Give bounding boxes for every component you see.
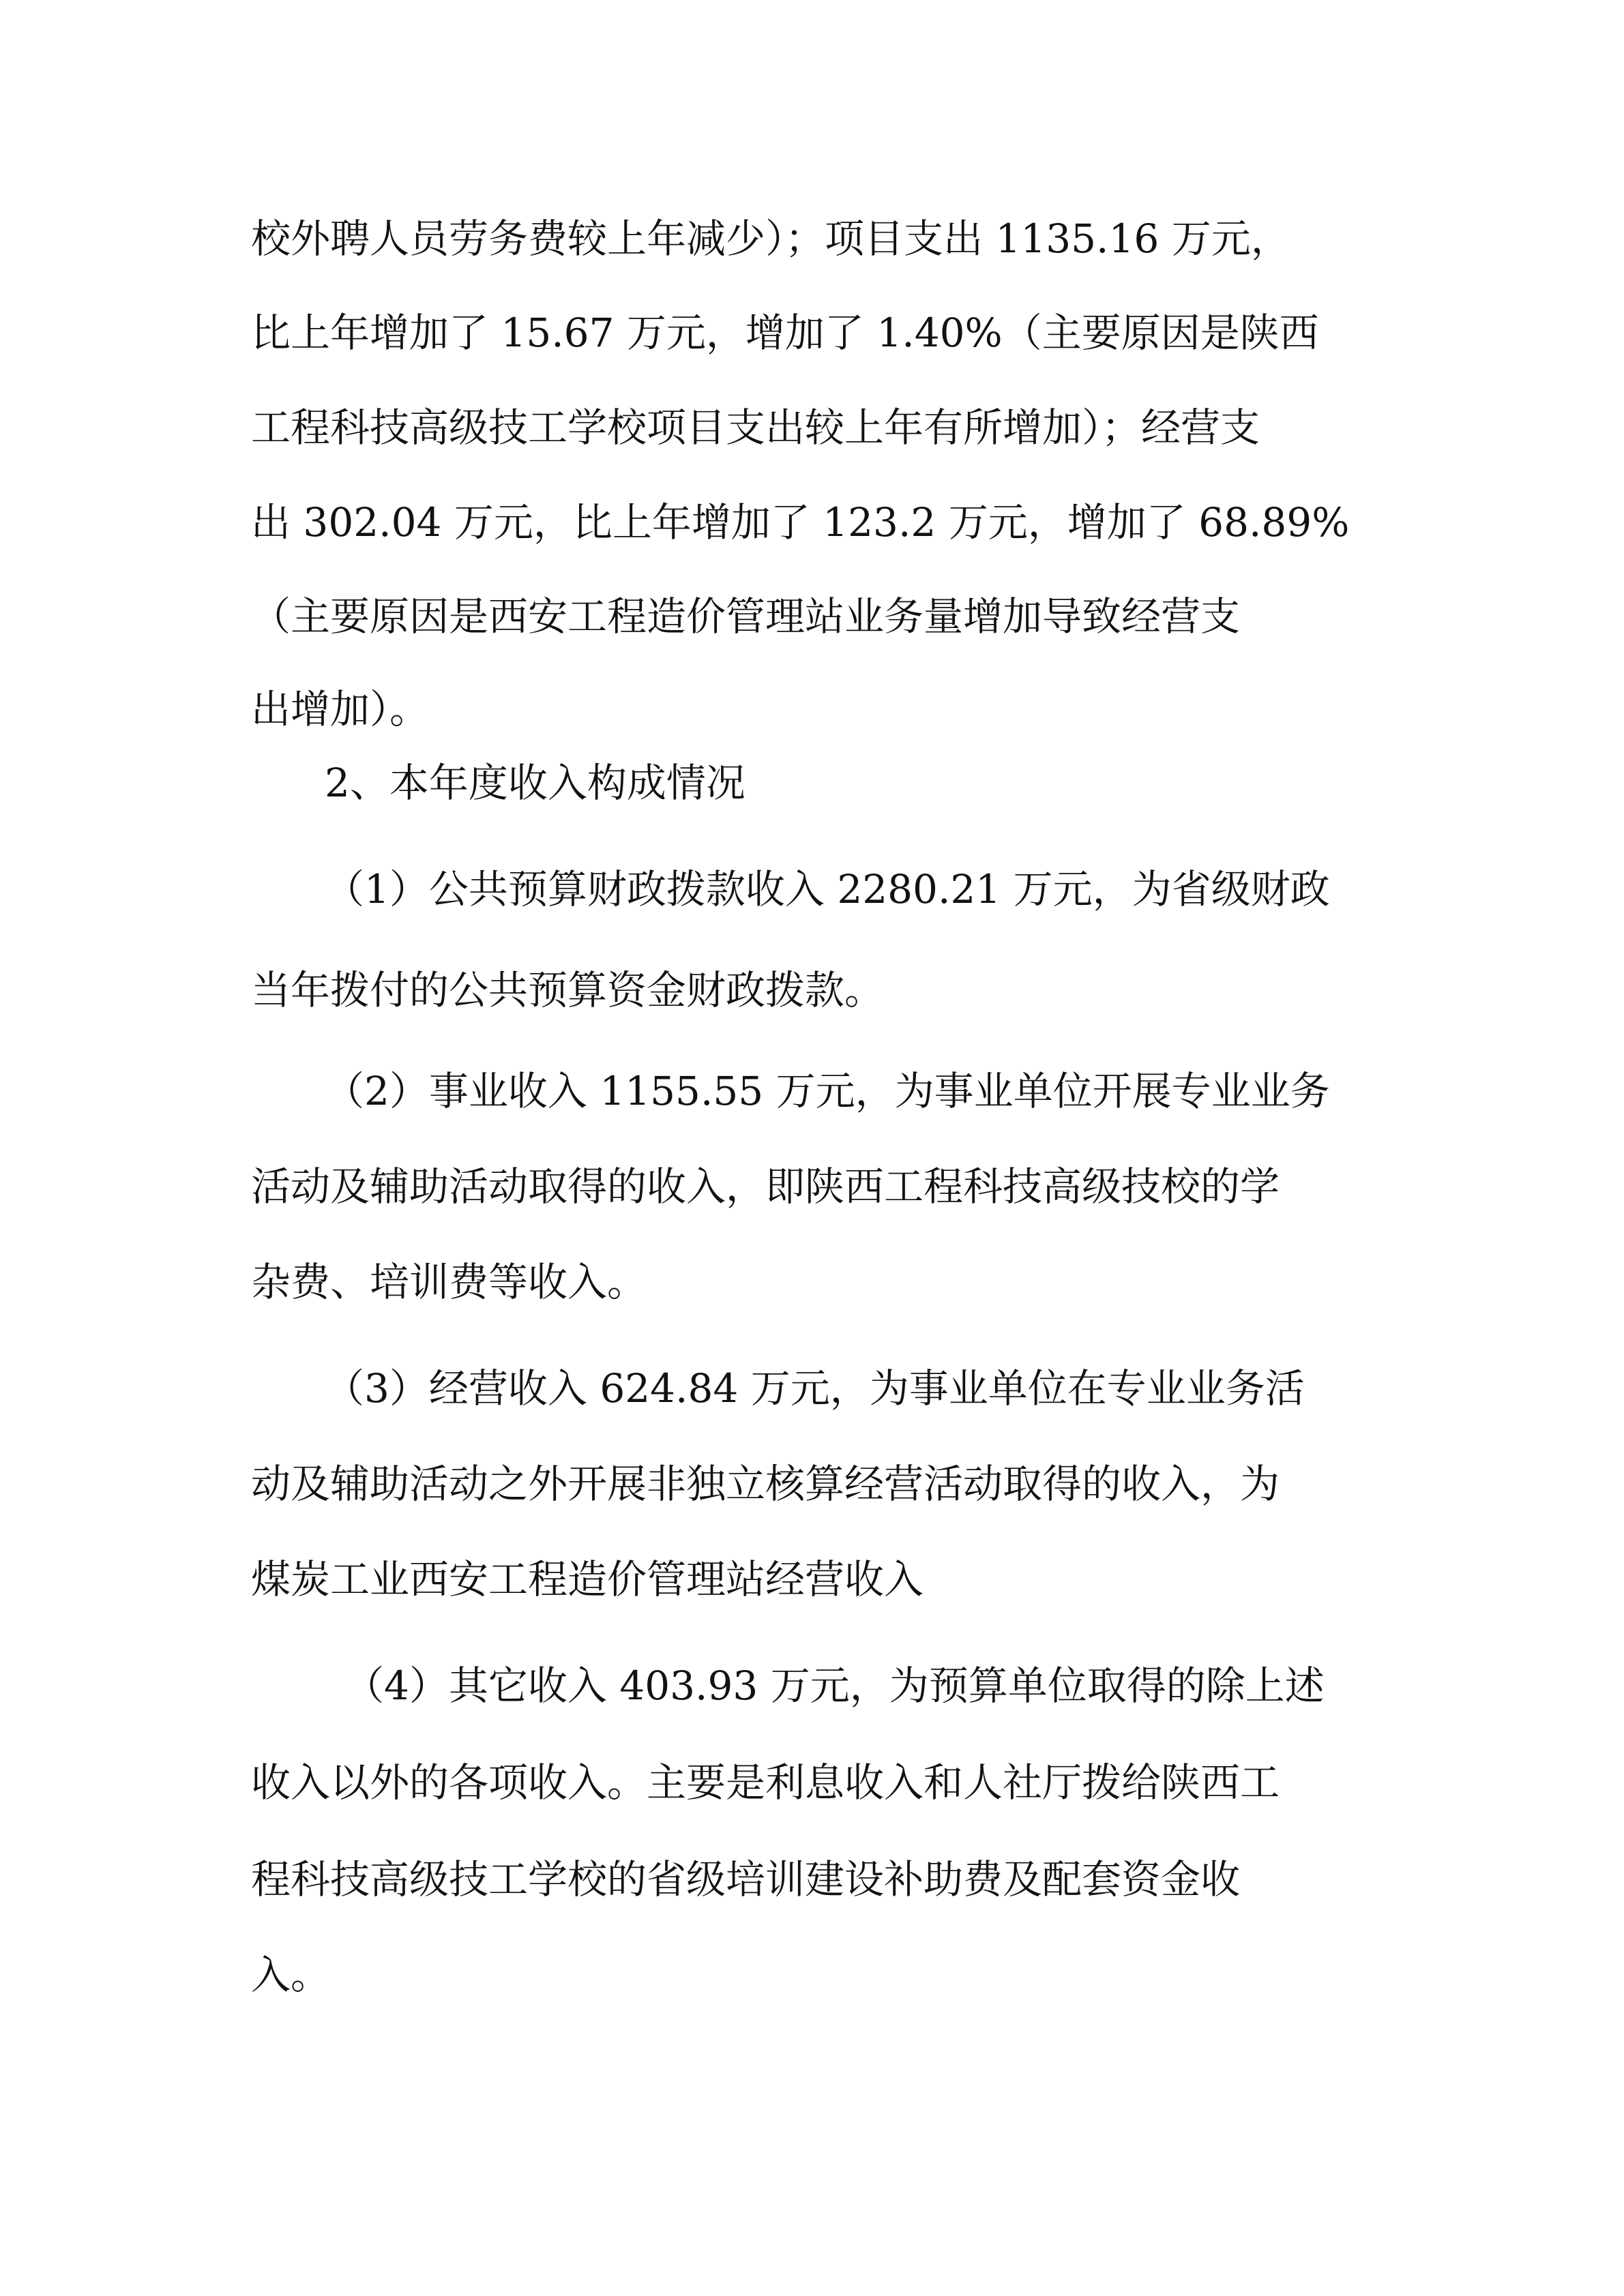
text-line: 杂费、培训费等收入。 <box>251 1259 647 1305</box>
text-line: 工程科技高级技工学校项目支出较上年有所增加）；经营支 <box>251 404 1260 451</box>
text-line: （1）公共预算财政拨款收入 2280.21 万元，为省级财政 <box>325 866 1330 912</box>
text-line: （主要原因是西安工程造价管理站业务量增加导致经营支 <box>251 593 1241 640</box>
text-line: （4）其它收入 403.93 万元，为预算单位取得的除上述 <box>344 1663 1325 1709</box>
section-heading: 2、本年度收入构成情况 <box>325 760 745 806</box>
text-line: （2）事业收入 1155.55 万元，为事业单位开展专业业务 <box>325 1068 1330 1114</box>
text-line: 出 302.04 万元，比上年增加了 123.2 万元，增加了 68.89% <box>251 499 1350 546</box>
text-line: 活动及辅助活动取得的收入，即陕西工程科技高级技校的学 <box>251 1163 1280 1210</box>
text-line: （3）经营收入 624.84 万元，为事业单位在专业业务活 <box>325 1365 1305 1412</box>
text-line: 比上年增加了 15.67 万元，增加了 1.40%（主要原因是陕西 <box>251 310 1319 356</box>
text-line: 收入以外的各项收入。主要是利息收入和人社厅拨给陕西工 <box>251 1759 1280 1806</box>
text-line: 煤炭工业西安工程造价管理站经营收入 <box>251 1556 924 1602</box>
text-line: 程科技高级技工学校的省级培训建设补助费及配套资金收 <box>251 1856 1241 1903</box>
text-line: 校外聘人员劳务费较上年减少）；项目支出 1135.16 万元， <box>251 215 1290 262</box>
text-line: 动及辅助活动之外开展非独立核算经营活动取得的收入，为 <box>251 1461 1280 1507</box>
text-line: 出增加）。 <box>251 686 430 732</box>
text-line: 当年拨付的公共预算资金财政拨款。 <box>251 967 885 1013</box>
text-line: 入。 <box>251 1952 331 1998</box>
